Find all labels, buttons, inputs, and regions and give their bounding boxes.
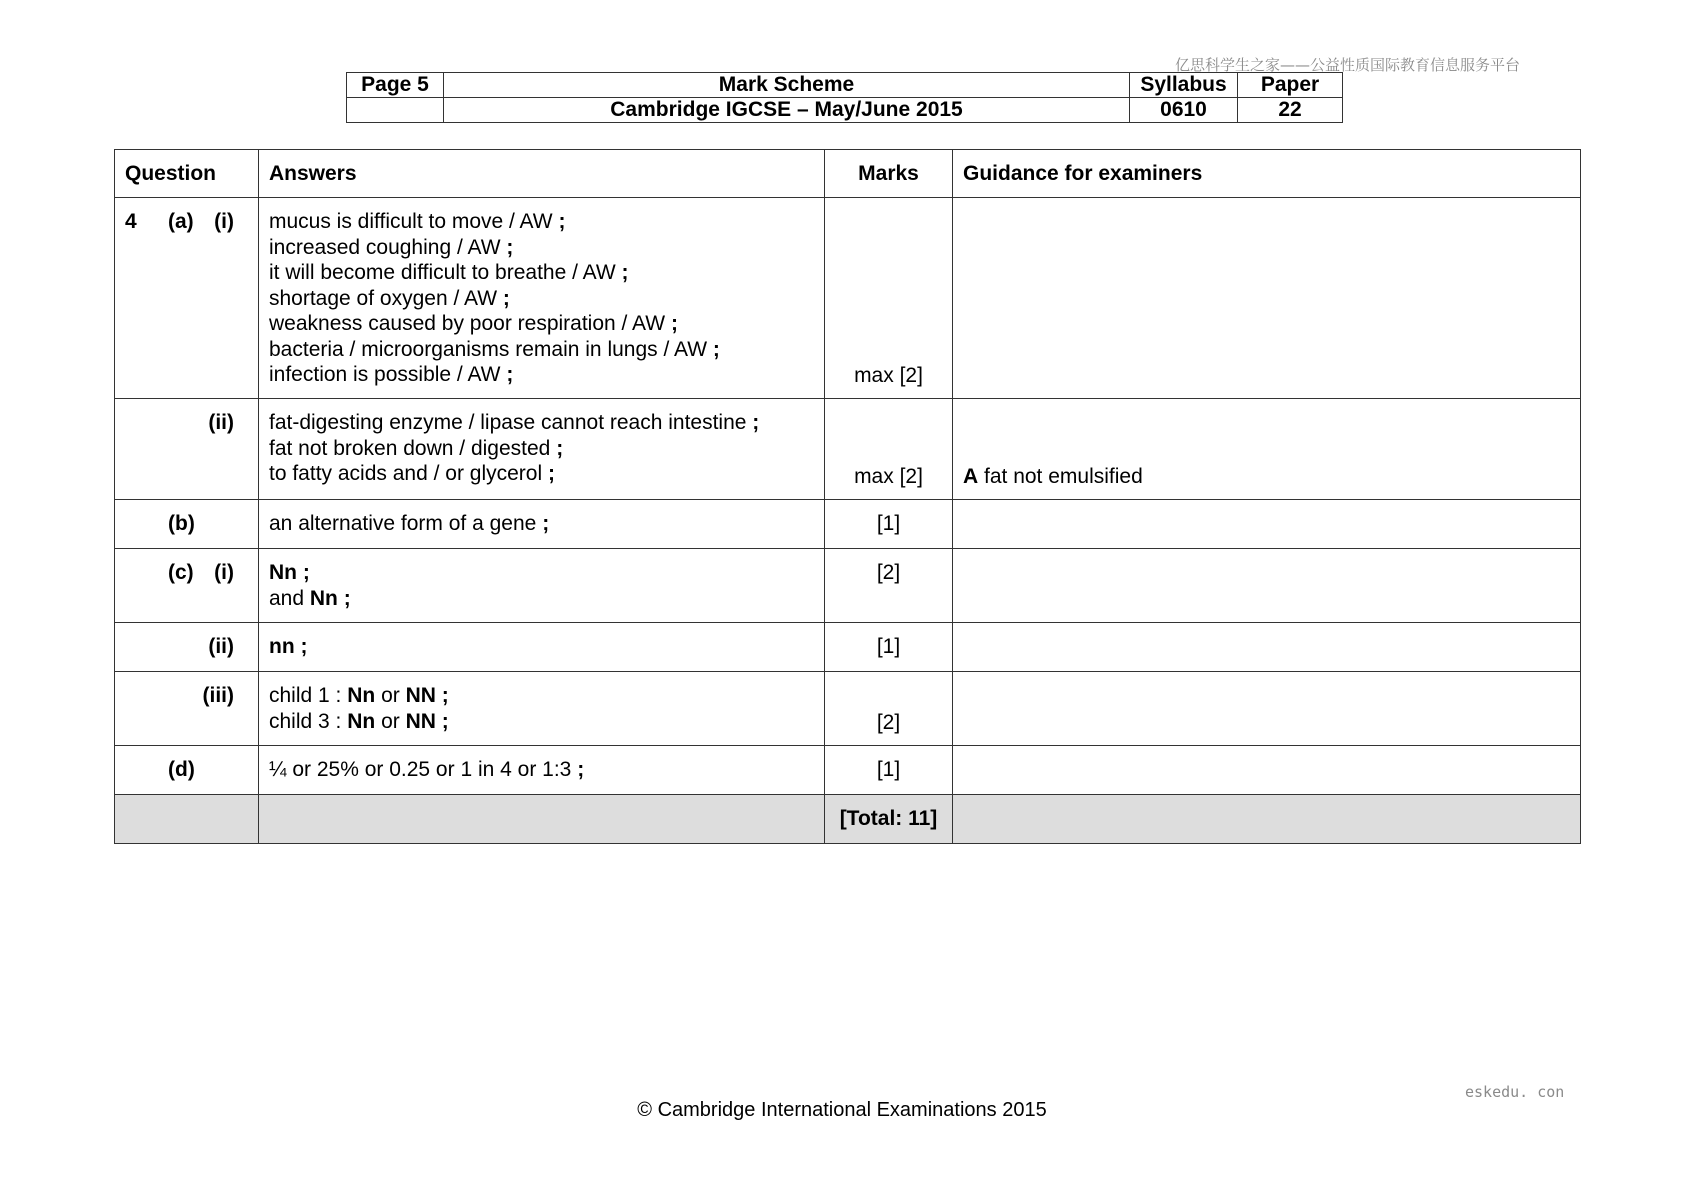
guidance-cell [953,672,1581,746]
answer-line: shortage of oxygen / AW ; [269,286,510,310]
copyright-footer: © Cambridge International Examinations 2015 [637,1099,1047,1121]
question-cell [115,672,259,746]
total-marks: [Total: 11] [825,795,953,844]
question-cell [115,746,259,795]
column-header-answers: Answers [259,150,825,198]
marks-cell: max [2] [825,399,953,500]
header-table [346,72,1343,123]
answer-cell: an alternative form of a gene ; [259,500,825,549]
question-subpart: (ii) [208,635,234,658]
question-part: (c) [168,561,194,584]
answer-line: bacteria / microorganisms remain in lungs / AW ; [269,337,720,361]
answer-cell [259,198,825,399]
answer-line: child 3 : Nn or NN ; [269,709,449,733]
question-number: 4 [125,210,137,233]
column-header-question: Question [115,150,259,198]
answer-cell [259,549,825,623]
question-cell [115,549,259,623]
answer-line: mucus is difficult to move / AW ; [269,210,566,233]
guidance-cell [953,198,1581,399]
answer-line: weakness caused by poor respiration / AW ; [269,312,678,335]
paper-label: Paper [1238,73,1343,98]
question-subpart: (i) [214,210,234,233]
table-row-4ciii [115,672,1581,746]
page-number-blank [347,98,444,123]
table-header-row [115,150,1581,198]
question-cell [115,399,259,500]
marks-cell: [2] [825,672,953,746]
answer-line: and Nn ; [269,586,351,610]
answer-line: to fatty acids and / or glycerol ; [269,462,555,485]
question-cell [115,623,259,672]
column-header-guidance: Guidance for examiners [953,150,1581,198]
marks-cell: [1] [825,500,953,549]
answer-line: increased coughing / AW ; [269,235,514,259]
answer-line: child 1 : Nn or NN ; [269,684,449,707]
table-row-4b [115,500,1581,549]
guidance-cell [953,746,1581,795]
marks-cell: [2] [825,549,953,623]
answer-line: fat-digesting enzyme / lipase cannot reach intestine ; [269,411,760,434]
answer-line: infection is possible / AW ; [269,363,514,386]
question-part: (a) [168,210,194,233]
page-number: Page 5 [347,73,444,98]
mark-scheme-table [114,149,1581,844]
guidance-cell [953,623,1581,672]
watermark-top: 亿思科学生之家——公益性质国际教育信息服务平台 [1175,56,1521,74]
total-guidance-cell [953,795,1581,844]
guidance-cell: A fat not emulsified [953,399,1581,500]
syllabus-label: Syllabus [1130,73,1238,98]
question-part: (d) [168,758,195,781]
guidance-cell [953,500,1581,549]
guidance-cell [953,549,1581,623]
column-header-marks: Marks [825,150,953,198]
paper-number: 22 [1238,98,1343,123]
answer-cell [259,672,825,746]
total-question-cell [115,795,259,844]
table-row-4d [115,746,1581,795]
answer-line: it will become difficult to breathe / AW ; [269,261,629,284]
answer-cell [259,399,825,500]
total-answer-cell [259,795,825,844]
answer-line: fat not broken down / digested ; [269,436,564,460]
question-cell [115,500,259,549]
total-row [115,795,1581,844]
question-part: (b) [168,512,195,535]
table-row-4ci [115,549,1581,623]
answer-cell: ¼ or 25% or 0.25 or 1 in 4 or 1:3 ; [259,746,825,795]
question-cell [115,198,259,399]
question-subpart: (i) [214,561,234,584]
answer-line: Nn ; [269,561,310,584]
answer-cell: nn ; [259,623,825,672]
watermark-bottom: eskedu. con [1465,1083,1565,1101]
marks-cell: [1] [825,623,953,672]
table-row-4cii [115,623,1581,672]
document-title: Mark Scheme [444,73,1130,98]
question-subpart: (ii) [208,411,234,434]
syllabus-code: 0610 [1130,98,1238,123]
table-row-4ai [115,198,1581,399]
question-subpart: (iii) [202,684,234,707]
document-subtitle: Cambridge IGCSE – May/June 2015 [444,98,1130,123]
marks-cell: [1] [825,746,953,795]
marks-cell: max [2] [825,198,953,399]
table-row-4aii [115,399,1581,500]
